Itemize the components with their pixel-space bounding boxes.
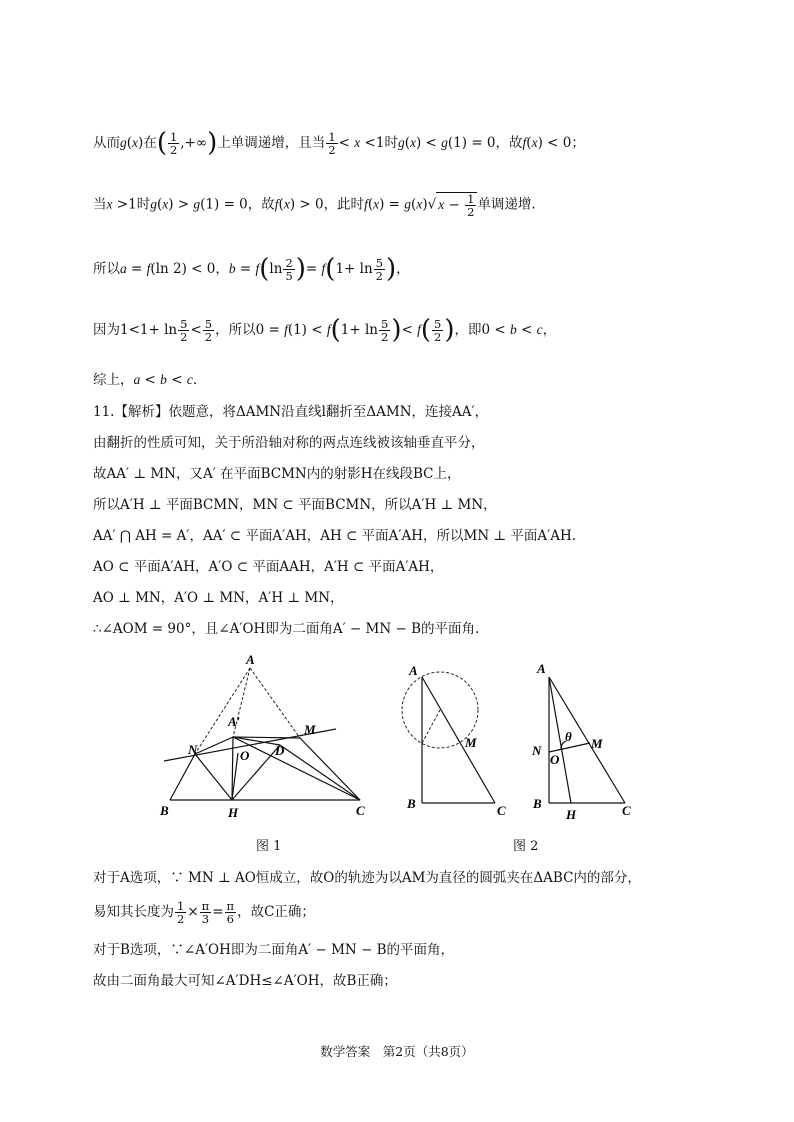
fig2-right-label-a: A [537,661,546,676]
label-a: A [246,652,255,667]
figure-2 [395,655,655,825]
line-11: AO ⊂ 平面A′AH，A′O ⊂ 平面AAH，A′H ⊂ 平面A′AH， [93,559,444,575]
fig2-left-label-b: B [407,796,416,811]
label-h: H [228,805,239,820]
line-3: 所以a = f(ln 2) < 0，b = f(ln $\frac{2}{5}$ )= f(1+ ln $\frac{5}{2}$ )， [93,254,410,284]
line-1: 从而g(x)在( $\frac{1}{2}$ ,+∞)上单调递增，且当 $\frac{1}{2}$ < x <1时g(x) < g(1) = 0，故f(x) < 0； [93,128,585,158]
label-n: N [188,742,198,757]
line-6: 11.【解析】依题意，将ΔAMN沿直线l翻折至ΔAMN，连接AA′， [93,404,489,420]
line-2: 当x >1时g(x) > g(1) = 0，故f(x) > 0，此时f(x) = g(x)√ x − $\frac{1}{2}$ 单调递增. [93,192,536,220]
line-13: ∴∠AOM = 90°，且∠A′OH即为二面角A′ − MN − B的平面角. [93,621,480,637]
label-o: O [240,748,250,763]
line-12: AO ⊥ MN，A′O ⊥ MN，A′H ⊥ MN， [93,590,344,606]
fig2-right-label-m: M [591,736,603,751]
label-c: C [356,803,365,818]
fig2-left-label-m: M [465,735,477,750]
line-9: 所以A′H ⊥ 平面BCMN，MN ⊂ 平面BCMN，所以A′H ⊥ MN， [93,497,497,513]
fig2-right-label-n: N [532,743,542,758]
line-4: 因为1<1+ ln $\frac{5}{2}$ < $\frac{5}{2}$ ，所以0 = f(1) < f(1+ ln $\frac{5}{2}$ )< f( $\frac{5}{2}$ )，即0 < b < c， [93,315,557,345]
line-14: 对于A选项，∵ MN ⊥ AO恒成立，故O的轨迹为以AM为直径的圆弧夹在ΔABC内的部分， [93,870,641,886]
fig2-right-label-h: H [566,807,577,822]
fig2-right-label-theta: θ [565,729,572,744]
label-m: M [304,722,316,737]
fig2-right-label-o: O [550,752,560,767]
label-b: B [160,803,169,818]
line-15: 易知其长度为 $\frac{1}{2}$ × $\frac{\pi}{3}$ = $\frac{\pi}{6}$ ，故C正确； [93,899,315,927]
fig2-right-label-c: C [622,803,631,818]
line-7: 由翻折的性质可知，关于所沿轴对称的两点连线被该轴垂直平分， [93,435,485,451]
label-a-prime: A′ [228,714,241,729]
fig2-right-label-b: B [533,796,542,811]
line-8: 故AA′ ⊥ MN，又A′ 在平面BCMN内的射影H在线段BC上， [93,466,461,482]
figure-1-caption: 图 1 [256,839,282,854]
line-16: 对于B选项，∵∠A′OH即为二面角A′ − MN − B的平面角， [93,942,455,958]
figure-1 [150,650,370,822]
line-17: 故由二面角最大可知∠A′DH≤∠A′OH，故B正确； [93,973,397,989]
line-5: 综上，a < b < c. [93,372,198,388]
line-10: AA′ ⋂ AH = A′，AA′ ⊂ 平面A′AH，AH ⊂ 平面A′AH，所以MN ⊥ 平面A′AH. [93,528,577,544]
fig2-left-label-c: C [497,803,506,818]
page-footer: 数学答案 第2页（共8页） [320,1044,474,1059]
label-d: D [275,743,285,758]
figure-2-caption: 图 2 [513,839,539,854]
fig2-left-label-a: A [409,663,418,678]
